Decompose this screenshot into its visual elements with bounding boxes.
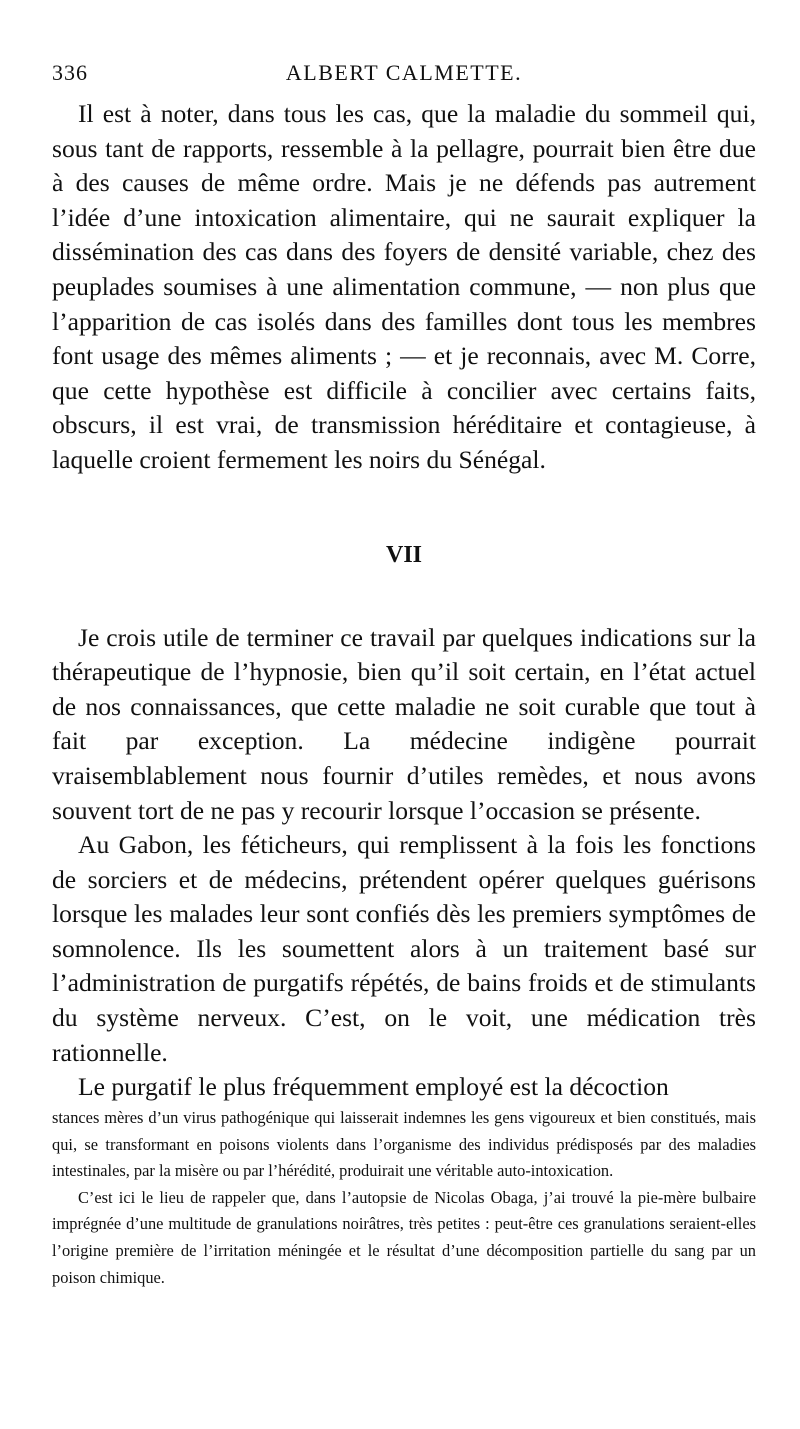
paragraph: Au Gabon, les féticheurs, qui remplissent à la fois les fonctions de sorciers et de médecins, prétendent opérer quelques guérisons lorsque les malades leur sont confiés dès les premiers symptômes de somnolence. Ils les soumettent alors à un traitement basé sur l’administration de purgatifs répétés, de bains froids et de stimulants du système nerveux. C’est, on le voit, une médication très rationnelle.	[52, 830, 756, 1067]
paragraph: Il est à noter, dans tous les cas, que la maladie du sommeil qui, sous tant de rapports, ressemble à la pellagre, pourrait bien être due à des causes de même ordre. Mais je ne défends pas autrement l’idée d’une intoxication alimentaire, qui ne saurait expliquer la dissémination des cas dans des foyers de densité variable, chez des peuplades soumises à une alimentation commune, — non plus que l’apparition de cas isolés dans des familles dont tous les membres font usage des mêmes aliments ; — et je reconnais, avec M. Corre, que cette hypothèse est difficile à concilier avec certains faits, obscurs, il est vrai, de transmission héréditaire et contagieuse, à laquelle croient fermement les noirs du Sénégal.	[52, 99, 756, 474]
section-spacer	[52, 569, 756, 621]
page-header	[52, 60, 756, 88]
section-title: VII	[385, 541, 422, 568]
footnote: C’est ici le lieu de rappeler que, dans l’autopsie de Nicolas Obaga, j’ai trouvé la pie-mère bulbaire imprégnée d’une multitude de granulations noirâtres, très petites : peut-être ces granulations seraient-elles l’origine première de l’irritation méningée et le résultat d’une décomposition partielle du sang par un poison chimique.	[52, 1187, 756, 1287]
footnote: stances mères d’un virus pathogénique qui laisserait indemnes les gens vigoureux et bien constitués, mais qui, se transformant en poisons violents dans l’organisme des individus prédisposés par des maladies intestinales, par la misère ou par l’hérédité, produirait une véritable auto-intoxication.	[52, 1108, 756, 1181]
section-spacer	[52, 478, 756, 542]
paragraph: Le purgatif le plus fréquemment employé est la décoction	[78, 1072, 669, 1102]
footnotes	[52, 1105, 756, 1291]
page-number: 336	[52, 60, 88, 85]
paragraph: Je crois utile de terminer ce travail par quelques indications sur la thérapeutique de l’hypnosie, bien qu’il soit certain, en l’état actuel de nos connaissances, que cette maladie ne soit curable que tout à fait par exception. La médecine indigène pourrait vraisemblablement nous fournir d’utiles remèdes, et nous avons souvent tort de ne pas y recourir lorsque l’occasion se présente.	[52, 622, 756, 825]
body-text	[52, 97, 756, 1105]
running-head: ALBERT CALMETTE.	[285, 60, 523, 85]
